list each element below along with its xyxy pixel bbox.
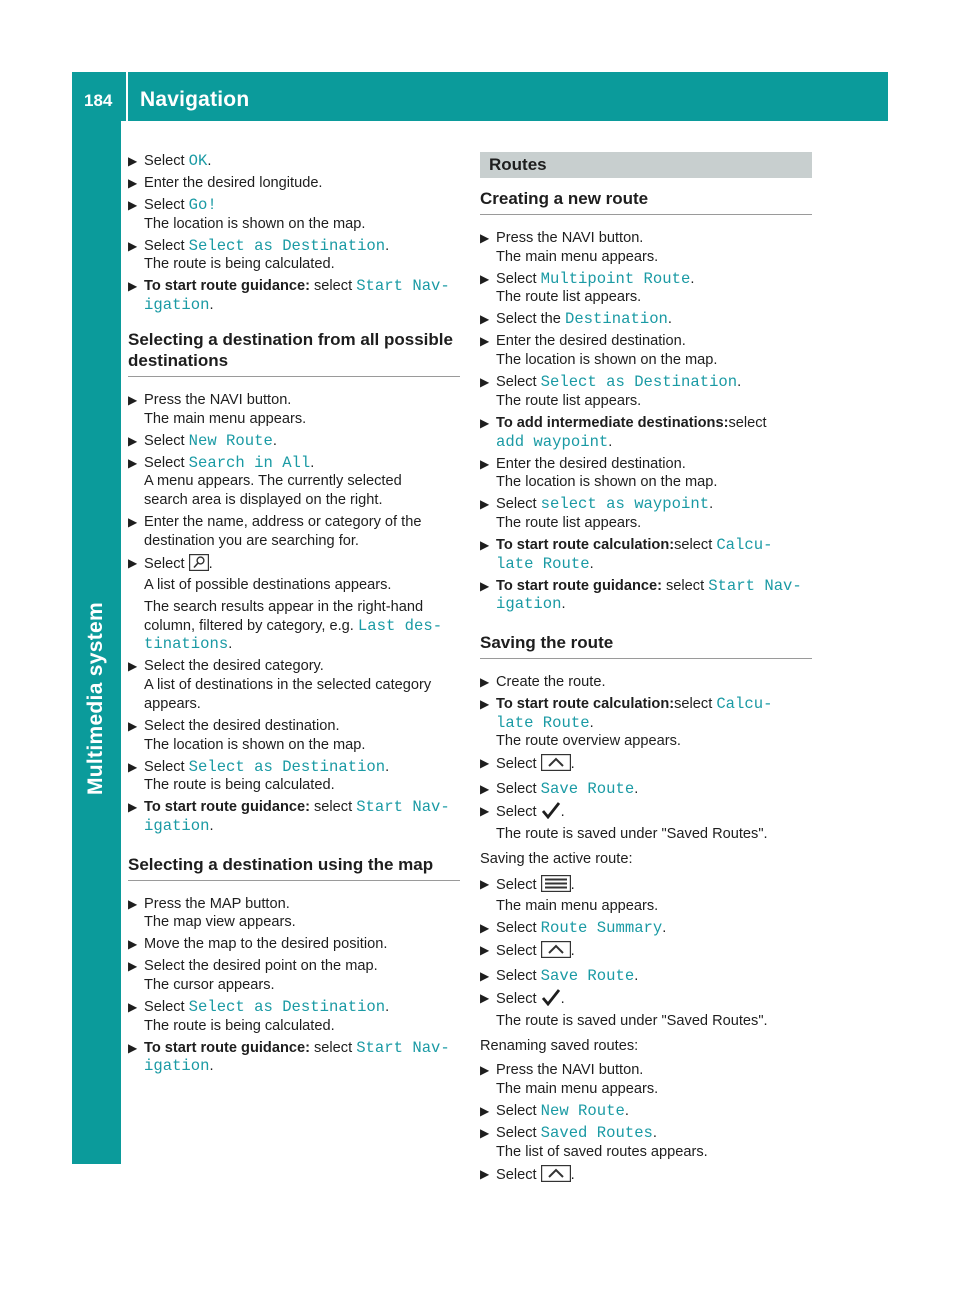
step-text: Select (496, 270, 541, 287)
step-text: . (208, 555, 213, 572)
chevron-up-icon (541, 754, 571, 777)
step-result: The main menu appears. (496, 248, 659, 265)
key-label: Route Summary (540, 919, 663, 938)
arrow-icon: ▶ (480, 1104, 490, 1119)
arrow-icon: ▶ (480, 921, 490, 936)
step (128, 798, 460, 835)
step-text: Enter the desired longitude. (144, 175, 323, 191)
arrow-icon: ▶ (128, 800, 138, 815)
arrow-icon: ▶ (480, 1126, 490, 1141)
step (128, 391, 460, 428)
step-result: search area is displayed on the right. (144, 491, 383, 508)
step (128, 513, 460, 550)
arrow-icon: ▶ (128, 1000, 138, 1015)
step (480, 673, 812, 692)
step (128, 174, 460, 193)
arrow-icon: ▶ (480, 991, 490, 1006)
step-result: The cursor appears. (144, 977, 275, 994)
step (128, 152, 460, 171)
step-result: The list of saved routes appears. (496, 1143, 708, 1160)
key-label: Calcu- (716, 535, 773, 554)
arrow-icon: ▶ (128, 455, 138, 470)
arrow-icon: ▶ (128, 959, 138, 974)
step-heading: To start route calculation: (496, 696, 675, 713)
step (128, 432, 460, 451)
step-text: . (709, 496, 714, 513)
paragraph: Renaming saved routes: (480, 1037, 639, 1054)
step-result: The main menu appears. (496, 1081, 659, 1098)
step-result: The location is shown on the map. (496, 474, 718, 491)
step-text: Press the NAVI button. (144, 391, 292, 408)
step (480, 229, 812, 266)
arrow-icon: ▶ (128, 896, 138, 911)
step-result: The route overview appears. (496, 733, 681, 750)
step-text: . (209, 1058, 214, 1075)
step-text: Select (496, 943, 541, 960)
arrow-icon: ▶ (480, 537, 490, 552)
step-text: Press the NAVI button. (496, 1062, 644, 1079)
chevron-up-icon (541, 1165, 571, 1188)
step-text: . (589, 555, 594, 572)
step (128, 554, 460, 655)
section-heading: Saving the route (480, 632, 812, 659)
arrow-icon: ▶ (480, 782, 490, 797)
arrow-icon: ▶ (480, 876, 490, 891)
step (480, 780, 812, 799)
step-text: Select (144, 555, 189, 572)
key-label: Search in All (188, 453, 311, 472)
key-label: Multipoint Route (540, 269, 691, 288)
step (128, 717, 460, 754)
step-result: The main menu appears. (496, 898, 659, 915)
step-result: The route list appears. (496, 392, 642, 409)
arrow-icon: ▶ (480, 497, 490, 512)
arrow-icon: ▶ (128, 433, 138, 448)
step-result: The location is shown on the map. (496, 352, 718, 369)
step-result: A menu appears. The currently selected (144, 473, 402, 490)
step-text: . (652, 1125, 657, 1142)
step-text: Press the NAVI button. (496, 230, 644, 246)
arrow-icon: ▶ (480, 1063, 490, 1078)
step-text: . (560, 991, 565, 1008)
step-text: . (385, 758, 390, 775)
arrow-icon: ▶ (480, 804, 490, 819)
arrow-icon: ▶ (480, 943, 490, 958)
step-result: The route is saved under "Saved Routes". (496, 826, 768, 843)
step-text: Select the desired category. (144, 658, 324, 675)
arrow-icon: ▶ (128, 718, 138, 733)
step-text: select (309, 1039, 357, 1056)
step-text: . (737, 374, 742, 391)
step (128, 657, 460, 713)
key-label: add waypoint (496, 432, 609, 451)
arrow-icon: ▶ (480, 312, 490, 327)
step-text: select (674, 696, 717, 713)
side-tab-marker (72, 807, 121, 856)
step-result: The location is shown on the map. (144, 736, 366, 753)
arrow-icon: ▶ (480, 271, 490, 286)
step (128, 454, 460, 510)
arrow-icon: ▶ (480, 675, 490, 690)
step-heading: To start route guidance: (144, 278, 310, 295)
arrow-icon: ▶ (480, 375, 490, 390)
step-result: The route list appears. (496, 514, 642, 531)
side-tab-label-box (78, 335, 118, 795)
arrow-icon: ▶ (128, 555, 138, 570)
key-label: Save Route (540, 780, 635, 799)
arrow-icon: ▶ (128, 937, 138, 952)
step-text: destination you are searching for. (144, 532, 359, 549)
key-label: Select as Destination (188, 236, 386, 255)
step (128, 998, 460, 1035)
chevron-up-icon (541, 941, 571, 964)
step-text: . (209, 817, 214, 834)
step (128, 1039, 460, 1076)
arrow-icon: ▶ (480, 1166, 490, 1181)
step-heading: To start route guidance: (144, 799, 310, 816)
step-result: The map view appears. (144, 914, 296, 931)
step-text: . (634, 781, 639, 798)
step-result: The route is being calculated. (144, 777, 335, 794)
step (480, 455, 812, 492)
right-column (480, 152, 812, 1191)
step-text: . (272, 432, 277, 449)
arrow-icon: ▶ (128, 392, 138, 407)
key-label: select as waypoint (540, 495, 710, 514)
step (480, 802, 812, 843)
step-text: Select (144, 454, 189, 471)
step-result: The route is saved under "Saved Routes". (496, 1012, 768, 1029)
step-heading: To start route calculation: (496, 536, 675, 553)
step-text: select (728, 414, 767, 431)
key-label: igation (144, 296, 210, 315)
arrow-icon: ▶ (128, 514, 138, 529)
menu-icon (541, 875, 571, 898)
step-text: . (690, 270, 695, 287)
step (480, 989, 812, 1030)
step (128, 895, 460, 932)
arrow-icon: ▶ (480, 756, 490, 771)
arrow-icon: ▶ (128, 154, 138, 168)
step-text: . (662, 920, 667, 937)
key-label: New Route (188, 431, 273, 450)
arrow-icon: ▶ (480, 969, 490, 984)
arrow-icon: ▶ (128, 198, 138, 212)
step (480, 332, 812, 369)
checkmark-icon (541, 989, 561, 1012)
step (480, 967, 812, 986)
step-text: select (661, 577, 709, 594)
step-text: . (310, 454, 315, 471)
step-text: Enter the name, address or category of the (144, 513, 422, 530)
key-label: Go! (188, 196, 217, 214)
step (128, 196, 460, 233)
step-text: Enter the desired destination. (496, 333, 686, 350)
step-result: A list of destinations in the selected category (144, 677, 432, 694)
step-text: . (570, 943, 575, 960)
key-label: Save Route (540, 967, 635, 986)
key-label: Select as Destination (188, 998, 386, 1017)
arrow-icon: ▶ (480, 334, 490, 349)
step (128, 277, 460, 314)
chapter-title: Navigation (140, 88, 250, 111)
key-label: tinations (144, 635, 229, 654)
arrow-icon: ▶ (480, 578, 490, 593)
search-icon (189, 554, 209, 577)
key-label: Calcu- (716, 695, 773, 714)
step-text: Select (496, 781, 541, 798)
step-text: Select (496, 374, 541, 391)
step-result: A list of possible destinations appears. (144, 577, 392, 594)
step-text: . (228, 636, 233, 653)
step-text: Create the route. (496, 674, 606, 691)
key-label: Destination (564, 310, 668, 329)
checkmark-icon (541, 802, 561, 825)
step (128, 758, 460, 795)
step-text: Select (496, 496, 541, 513)
key-label: New Route (540, 1102, 625, 1121)
key-label: Saved Routes (540, 1124, 653, 1143)
step-text: . (634, 968, 639, 985)
step-text: Select (496, 876, 541, 893)
step (480, 373, 812, 410)
step-text: Enter the desired destination. (496, 455, 686, 472)
step-text: . (624, 1103, 629, 1120)
step-text: Select (496, 1166, 541, 1183)
key-label: Start Nav- (356, 1038, 450, 1057)
key-label: late Route (496, 554, 590, 573)
section-heading: Creating a new route (480, 188, 812, 215)
section-heading: Selecting a destination using the map (128, 854, 460, 881)
step-result: The route is being calculated. (144, 1017, 335, 1034)
step-text: . (589, 714, 594, 731)
key-label: Start Nav- (356, 277, 450, 296)
arrow-icon: ▶ (128, 759, 138, 774)
step-result: The route list appears. (496, 289, 642, 306)
step (480, 754, 812, 777)
step-text: Select (144, 999, 189, 1016)
step-text: . (207, 153, 212, 169)
step (480, 1124, 812, 1161)
heading-line: Selecting a destination from all possible (128, 329, 453, 349)
key-label: Last des- (357, 616, 443, 635)
step-text: Select (144, 758, 189, 775)
key-label: Start Nav- (356, 798, 450, 817)
arrow-icon: ▶ (128, 176, 138, 190)
step-result: appears. (144, 695, 201, 712)
arrow-icon: ▶ (128, 659, 138, 674)
step-text: Select (496, 920, 541, 937)
step-heading: To add intermediate destinations: (496, 414, 729, 431)
step-text: Move the map to the desired position. (144, 936, 388, 953)
step-text: select (309, 799, 357, 816)
page-number: 184 (84, 91, 113, 110)
section-heading (128, 329, 460, 377)
key-label: OK (188, 152, 208, 170)
left-column (128, 152, 460, 1079)
step (480, 1102, 812, 1121)
step-text: . (608, 433, 613, 450)
step (480, 310, 812, 329)
step-text: . (570, 1166, 575, 1183)
step (128, 237, 460, 274)
step-text: . (385, 999, 390, 1016)
step-result: The route is being calculated. (144, 256, 335, 273)
header-divider (126, 72, 128, 121)
step (480, 577, 812, 614)
step-text: Select (144, 153, 189, 169)
arrow-icon: ▶ (128, 279, 138, 294)
step-result: The location is shown on the map. (144, 215, 366, 232)
step-text: . (209, 297, 214, 314)
step-text: Select the (496, 311, 565, 328)
step-text: Select (496, 804, 541, 821)
step-text: Select (496, 1125, 541, 1142)
step-text: Select (496, 968, 541, 985)
paragraph: Saving the active route: (480, 850, 633, 867)
step-text: . (667, 311, 672, 328)
step (128, 935, 460, 954)
step-text: Select (144, 237, 189, 254)
key-label: late Route (496, 713, 590, 732)
side-tab (72, 121, 121, 1164)
step (480, 536, 812, 573)
key-label: Select as Destination (540, 373, 738, 392)
step-text: Select (496, 756, 541, 773)
arrow-icon: ▶ (128, 1040, 138, 1055)
step (480, 919, 812, 938)
arrow-icon: ▶ (480, 697, 490, 712)
side-tab-label: Multimedia system (84, 602, 107, 795)
step-result: column, filtered by category, e.g. (144, 617, 358, 634)
step (480, 270, 812, 307)
step (480, 414, 812, 451)
step-text: . (560, 804, 565, 821)
step (480, 1061, 812, 1098)
arrow-icon: ▶ (480, 456, 490, 471)
step-text: select (309, 278, 357, 295)
section-bar-routes: Routes (480, 152, 812, 178)
step (128, 957, 460, 994)
step-text: Select (496, 991, 541, 1008)
arrow-icon: ▶ (480, 415, 490, 430)
step-text: . (561, 596, 566, 613)
step-text: . (570, 876, 575, 893)
heading-line: destinations (128, 350, 229, 370)
arrow-icon: ▶ (128, 238, 138, 253)
step-text: Select (144, 197, 189, 213)
step-text: Press the MAP button. (144, 895, 290, 912)
step-text: . (385, 237, 390, 254)
arrow-icon: ▶ (480, 231, 490, 245)
step-text: select (674, 536, 717, 553)
step-text: . (570, 756, 575, 773)
step-heading: To start route guidance: (144, 1039, 310, 1056)
step-heading: To start route guidance: (496, 577, 662, 594)
step-text: Select (144, 432, 189, 449)
step (480, 495, 812, 532)
step-result: The main menu appears. (144, 410, 307, 427)
step (480, 1165, 812, 1188)
step (480, 941, 812, 964)
step-text: Select the desired destination. (144, 717, 340, 734)
key-label: Select as Destination (188, 757, 386, 776)
key-label: igation (144, 816, 210, 835)
key-label: igation (144, 1057, 210, 1076)
key-label: igation (496, 595, 562, 614)
step (480, 875, 812, 916)
page-header (72, 72, 888, 121)
step-text: Select (496, 1103, 541, 1120)
step (480, 695, 812, 751)
step-result: The search results appear in the right-hand (144, 599, 424, 616)
step-text: Select the desired point on the map. (144, 958, 378, 975)
key-label: Start Nav- (708, 576, 802, 595)
